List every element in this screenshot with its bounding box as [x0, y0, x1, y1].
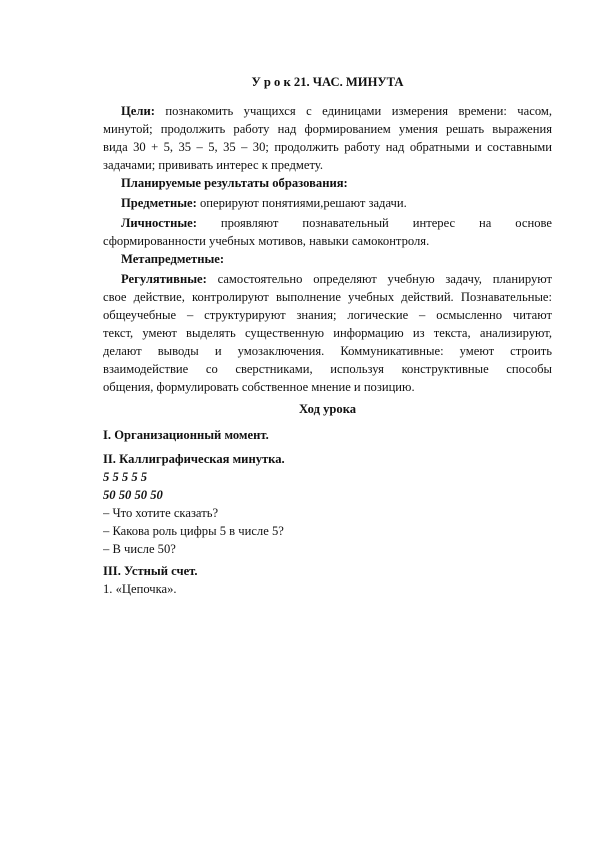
regulatory-line-6: взаимодействие со сверстниками, используя конструктивные способы — [103, 362, 552, 376]
goals-label: Цели: — [121, 104, 155, 118]
personal-line-1 — [121, 215, 552, 231]
planned-results-heading: Планируемые результаты образования: — [121, 176, 348, 190]
goals-line-1 — [121, 103, 552, 119]
calligraphy-row-2: 50 50 50 50 — [103, 488, 163, 502]
question-2: – Какова роль цифры 5 в числе 5? — [103, 524, 284, 538]
regulatory-line-1 — [121, 271, 552, 287]
regulatory-line-2: свое действие, контролируют выполнение учебных действий. Познавательные: — [103, 290, 552, 304]
list-item-chain: 1. «Цепочка». — [103, 582, 177, 596]
personal-text-1: проявляют познавательный интерес на основе — [196, 216, 552, 230]
section-3-heading: III. Устный счет. — [103, 564, 198, 578]
personal-line-2: сформированности учебных мотивов, навыки самоконтроля. — [103, 234, 430, 248]
regulatory-text-1: самостоятельно определяют учебную задачу, планируют — [206, 272, 552, 286]
lesson-title: У р о к 21. ЧАС. МИНУТА — [251, 75, 404, 89]
personal-label: Личностные: — [121, 216, 197, 230]
regulatory-line-4: текст, умеют выделять существенную информацию из текста, анализируют, — [103, 326, 552, 340]
regulatory-line-3: общеучебные – структурируют знания; логические – осмысленно читают — [103, 308, 552, 322]
lesson-progress-heading: Ход урока — [298, 402, 357, 416]
goals-line-3: вида 30 + 5, 35 – 5, 35 – 30; продолжить работу над обратными и составными — [103, 140, 552, 154]
regulatory-line-7: общения, формулировать собственное мнение и позицию. — [103, 380, 415, 394]
question-1: – Что хотите сказать? — [103, 506, 219, 520]
section-2-heading: II. Каллиграфическая минутка. — [103, 452, 285, 466]
metasubject-heading: Метапредметные: — [121, 252, 225, 266]
regulatory-line-5: делают выводы и умозаключения. Коммуникативные: умеют строить — [103, 344, 552, 358]
subject-label: Предметные: — [121, 196, 197, 210]
calligraphy-row-1: 5 5 5 5 5 — [103, 470, 148, 484]
question-3: – В числе 50? — [103, 542, 176, 556]
goals-line-4: задачами; прививать интерес к предмету. — [103, 158, 323, 172]
subject-text: оперируют понятиями,решают задачи. — [196, 196, 407, 210]
subject-results-line — [121, 195, 552, 211]
goals-line-2: минутой; продолжить работу над формированием умения решать выражения — [103, 122, 552, 136]
section-1-heading: I. Организационный момент. — [103, 428, 269, 442]
regulatory-label: Регулятивные: — [121, 272, 207, 286]
goals-text-1: познакомить учащихся с единицами измерения времени: часом, — [154, 104, 552, 118]
